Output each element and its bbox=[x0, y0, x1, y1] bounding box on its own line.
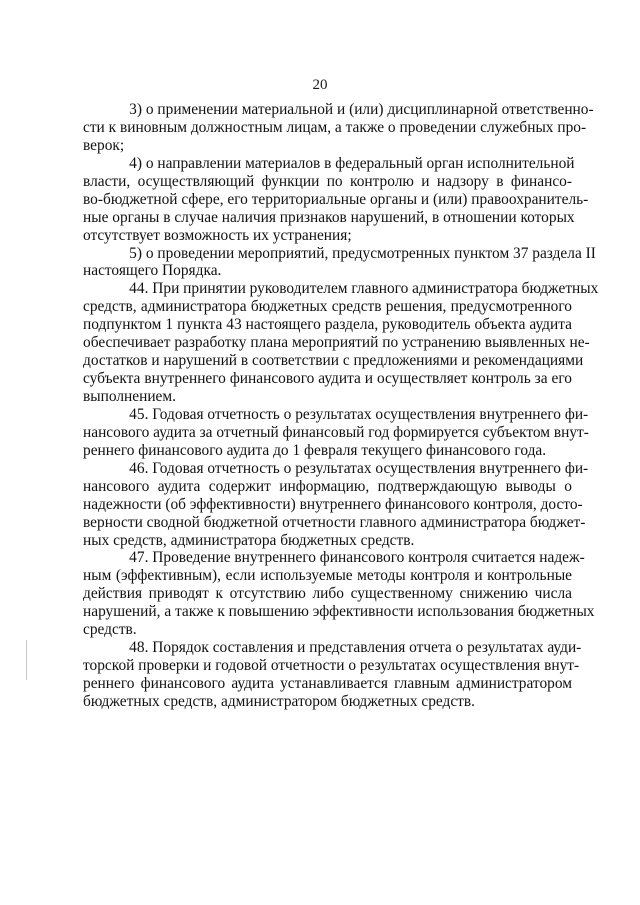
text-line: сти к виновным должностным лицам, а также о проведении служебных про- bbox=[83, 118, 587, 136]
text-line: ные органы в случае наличия признаков нарушений, в отношении которых bbox=[83, 208, 575, 226]
text-line: надежности (об эффективности) внутреннего финансового контроля, досто- bbox=[83, 495, 583, 513]
text-line: средств. bbox=[83, 621, 137, 639]
text-line: 5) о проведении мероприятий, предусмотренных пунктом 37 раздела II bbox=[83, 244, 596, 262]
text-line: во-бюджетной сфере, его территориальные органы и (или) правоохранитель- bbox=[83, 190, 589, 208]
text-line: нансового аудита содержит информацию, подтверждающую выводы о bbox=[83, 477, 572, 495]
text-line: торской проверки и годовой отчетности о результатах осуществления внут- bbox=[83, 657, 580, 675]
scan-edge-mark bbox=[26, 640, 27, 680]
text-line: действия приводят к отсутствию либо существенному снижению числа bbox=[83, 585, 572, 603]
text-line: ным (эффективным), если используемые методы контроля и контрольные bbox=[83, 567, 572, 585]
text-line: нарушений, а также к повышению эффективности использования бюджетных bbox=[83, 603, 595, 621]
text-line: выполнением. bbox=[83, 388, 176, 405]
text-line: достатков и нарушений в соответствии с предложениями и рекомендациями bbox=[83, 352, 584, 370]
text-line: 48. Порядок составления и представления отчета о результатах ауди- bbox=[83, 639, 582, 657]
text-line: 4) о направлении материалов в федеральный орган исполнительной bbox=[83, 154, 575, 172]
text-line: подпунктом 1 пункта 43 настоящего раздела, руководитель объекта аудита bbox=[83, 316, 572, 334]
text-line: реннего финансового аудита устанавливается главным администратором bbox=[83, 675, 572, 692]
text-line: верок; bbox=[83, 136, 125, 154]
text-line: 47. Проведение внутреннего финансового контроля считается надеж- bbox=[83, 549, 585, 567]
text-line: субъекта внутреннего финансового аудита и осуществляет контроль за его bbox=[83, 370, 572, 388]
text-line: 46. Годовая отчетность о результатах осуществления внутреннего фи- bbox=[83, 459, 589, 477]
text-line: средств, администратора бюджетных средств решения, предусмотренного bbox=[83, 298, 572, 316]
text-line: 44. При принятии руководителем главного администратора бюджетных bbox=[83, 280, 599, 298]
text-line: ных средств, администратора бюджетных средств. bbox=[83, 531, 415, 549]
text-line: 45. Годовая отчетность о результатах осуществления внутреннего фи- bbox=[83, 405, 589, 423]
text-line: отсутствует возможность их устранения; bbox=[83, 226, 352, 244]
text-line: власти, осуществляющий функции по контролю и надзору в финансо- bbox=[83, 172, 572, 190]
text-line: настоящего Порядка. bbox=[83, 262, 222, 280]
text-line: верности сводной бюджетной отчетности главного администратора бюджет- bbox=[83, 513, 586, 531]
text-line: бюджетных средств, администратором бюджетных средств. bbox=[83, 692, 476, 710]
text-line: 3) о применении материальной и (или) дисциплинарной ответственно- bbox=[83, 101, 594, 118]
text-line: реннего финансового аудита до 1 февраля текущего финансового года. bbox=[83, 441, 547, 459]
text-line: нансового аудита за отчетный финансовый год формируется субъектом внут- bbox=[83, 423, 589, 441]
text-line: обеспечивает разработку плана мероприятий по устранению выявленных не- bbox=[83, 334, 590, 352]
body-text bbox=[83, 101, 599, 711]
page-number: 20 bbox=[312, 77, 328, 93]
